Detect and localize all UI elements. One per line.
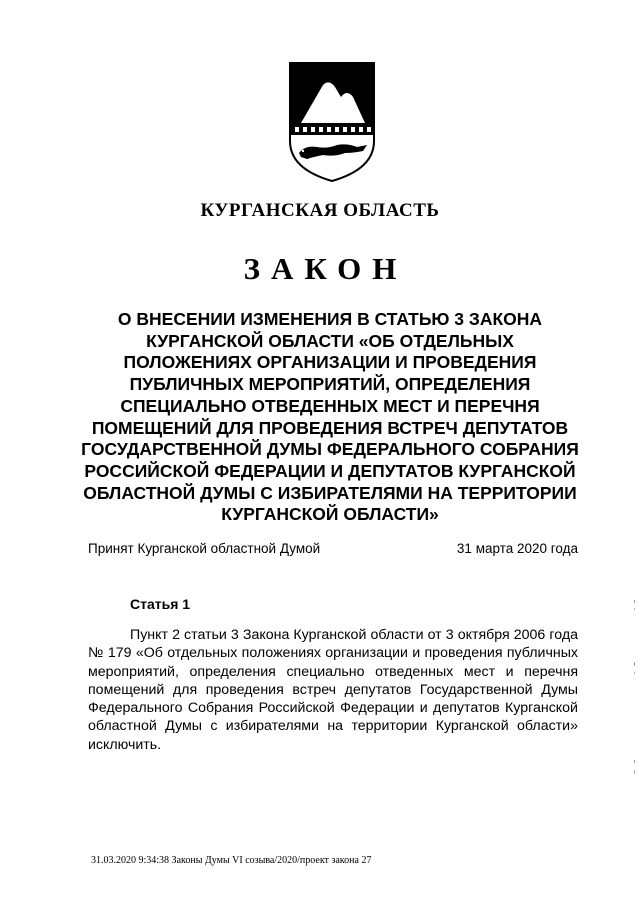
article-text: Пункт 2 статьи 3 Закона Курганской области от 3 октября 2006 года № 179 «Об отдельных положениях организации и проведения публичных мероприятий, определения специально отведенных мест и перечня помещений для проведения встреч депутатов Государственной Думы Федерального Собрания Российской Федерации и депутатов Курганской областной Думы с избирателями на территории Курганской области» исключить. (88, 627, 578, 753)
kurgan-region-coat-of-arms-icon (287, 61, 377, 182)
article-heading: Статья 1 (130, 596, 191, 612)
file-info-footer: 31.03.2020 9:34:38 Законы Думы VI созыва/2020/проект закона 27 (91, 855, 372, 866)
law-title: О ВНЕСЕНИИ ИЗМЕНЕНИЯ В СТАТЬЮ 3 ЗАКОНА КУРГАНСКОЙ ОБЛАСТИ «ОБ ОТДЕЛЬНЫХ ПОЛОЖЕНИЯХ ОРГАНИЗАЦИИ И ПРОВЕДЕНИЯ ПУБЛИЧНЫХ МЕРОПРИЯТИЙ, ОПРЕДЕЛЕНИЯ СПЕЦИАЛЬНО ОТВЕДЕННЫХ МЕСТ И ПЕРЕЧНЯ ПОМЕЩЕНИЙ ДЛЯ ПРОВЕДЕНИЯ ВСТРЕЧ ДЕПУТАТОВ ГОСУДАРСТВЕННОЙ ДУМЫ ФЕДЕРАЛЬНОГО СОБРАНИЯ РОССИЙСКОЙ ФЕДЕРАЦИИ И ДЕПУТАТОВ КУРГАНСКОЙ ОБЛАСТНОЙ ДУМЫ С ИЗБИРАТЕЛЯМИ НА ТЕРРИТОРИИ КУРГАНСКОЙ ОБЛАСТИ» (81, 309, 579, 525)
scan-artifact-marks (632, 600, 638, 800)
adoption-date: 31 марта 2020 года (456, 541, 578, 556)
adopted-by: Принят Курганской областной Думой (88, 541, 321, 556)
coat-of-arms (287, 61, 377, 182)
region-name: КУРГАНСКАЯ ОБЛАСТЬ (200, 200, 440, 221)
document-type: ЗАКОН (243, 251, 408, 286)
